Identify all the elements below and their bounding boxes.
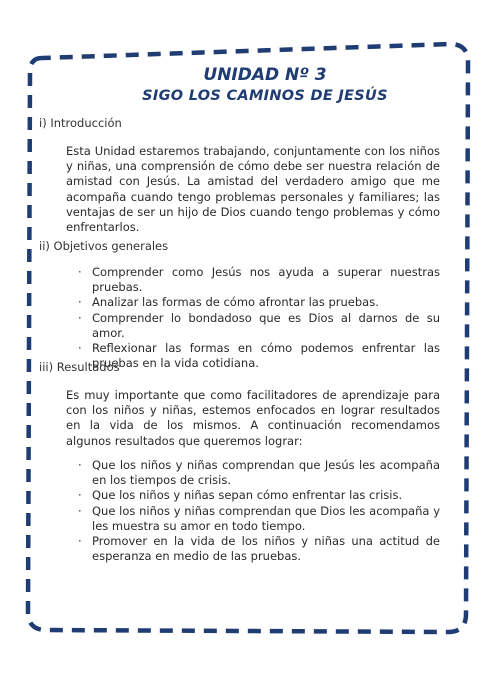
list-item: · Comprender como Jesús nos ayuda a superar nuestras pruebas. — [78, 265, 440, 295]
objectives-heading: ii) Objetivos generales — [39, 239, 169, 253]
results-paragraph: Es muy importante que como facilitadores de aprendizaje para con los niños y niñas, estemos enfocados en lograr resultados en la vida de los mismos. A continuación recomendamos algunos resultados que queremos lograr: — [66, 388, 440, 448]
list-item: · Que los niños y niñas sepan cómo enfrentar las crisis. — [78, 488, 403, 503]
list-item: · Analizar las formas de cómo afrontar las pruebas. — [78, 295, 379, 310]
intro-heading: i) Introducción — [39, 116, 122, 130]
unit-header — [60, 64, 470, 106]
list-item: · Promover en la vida de los niños y niñas una actitud de esperanza en medio de las pruebas. — [78, 534, 440, 564]
list-item: · Que los niños y niñas comprendan que Dios les acompaña y les muestra su amor en todo tiempo. — [78, 503, 440, 533]
list-item: · Reflexionar las formas en cómo podemos enfrentar las pruebas en la vida cotidiana. — [78, 341, 440, 371]
results-heading: iii) Resultados — [39, 360, 120, 374]
objectives-list — [66, 265, 440, 371]
intro-paragraph: Esta Unidad estaremos trabajando, conjuntamente con los niños y niñas, una comprensión de cómo debe ser nuestra relación de amistad con Jesús. La amistad del verdadero amigo que me acompaña cuando tengo problemas personales y familiares; las ventajas de ser un hijo de Dios cuando tengo problemas y cómo enfrentarlos. — [66, 144, 440, 235]
unit-subtitle: SIGO LOS CAMINOS DE JESÚS — [142, 88, 388, 104]
list-item: · Comprender lo bondadoso que es Dios al darnos de su amor. — [78, 310, 440, 340]
results-list — [66, 458, 440, 564]
list-item: · Que los niños y niñas comprendan que Jesús les acompaña en los tiempos de crisis. — [78, 458, 440, 488]
unit-title: UNIDAD Nº 3 — [203, 65, 327, 85]
